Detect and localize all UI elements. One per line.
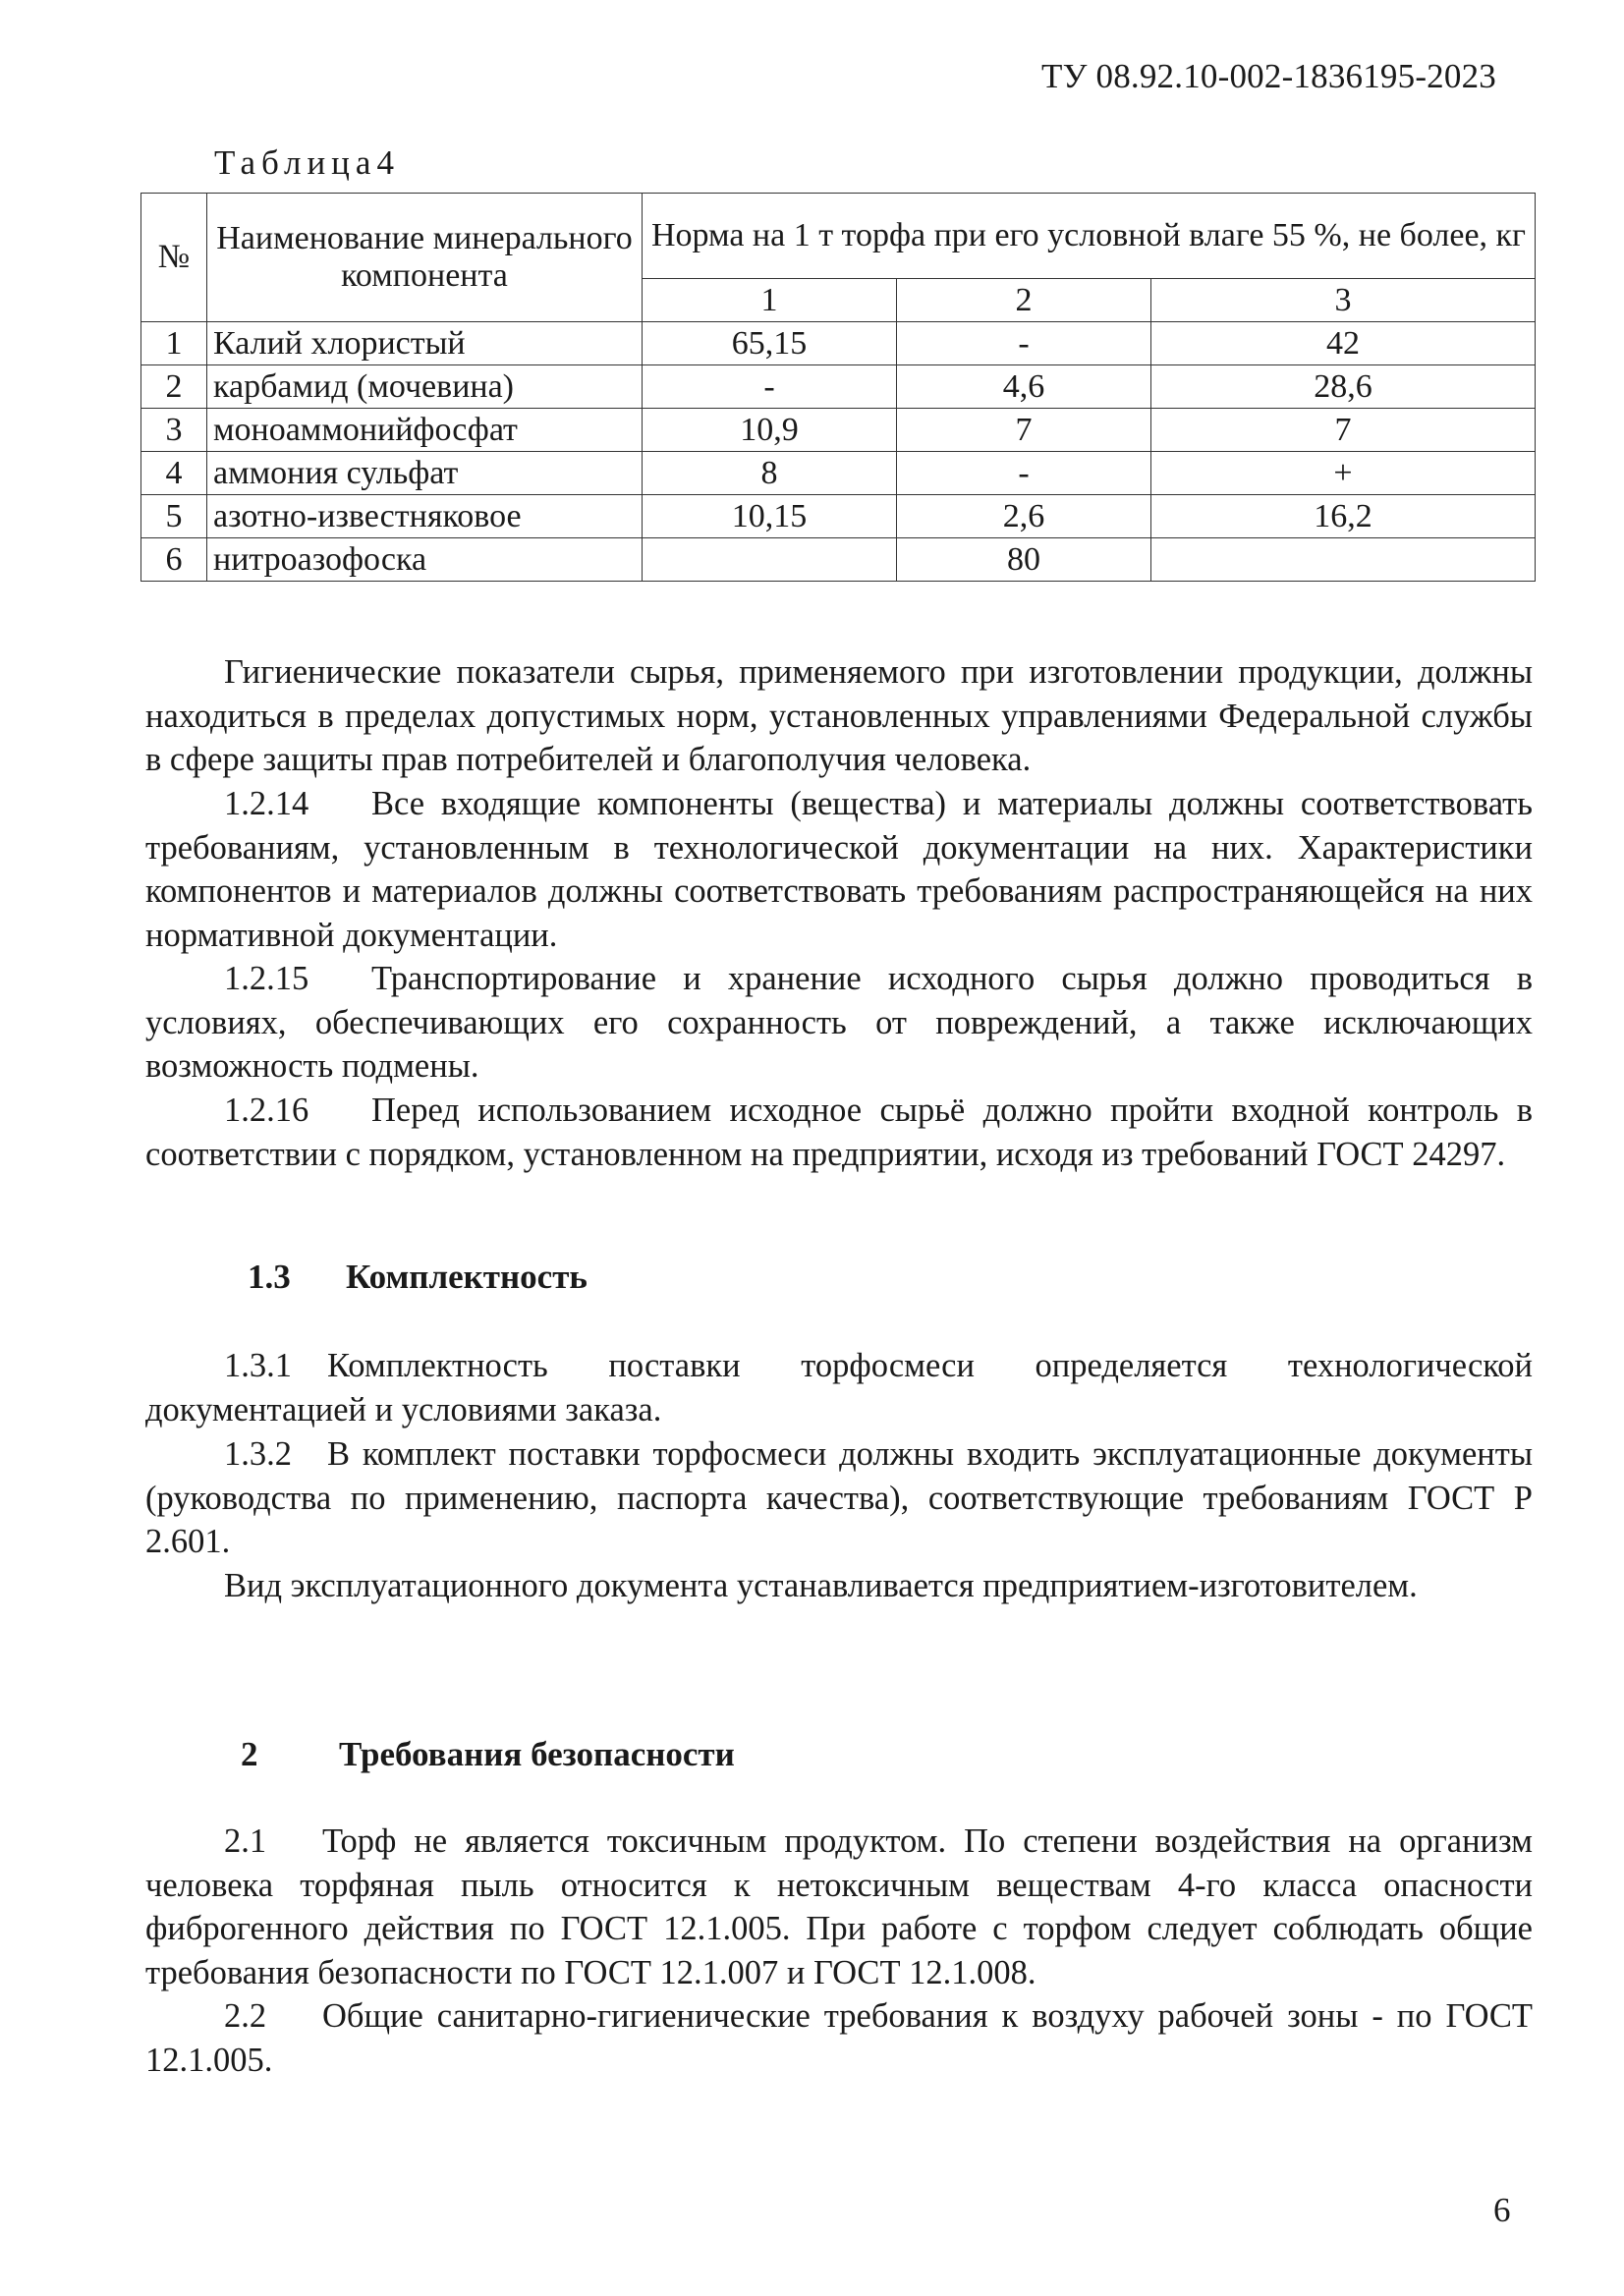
table-row	[141, 365, 1536, 409]
subheader-2: 2	[897, 279, 1151, 322]
row-name: азотно-известняковое	[207, 495, 643, 538]
paragraph-2-1	[145, 1820, 1533, 1994]
row-value-2: 2,6	[897, 495, 1151, 538]
heading-number: 2	[241, 1735, 258, 1773]
row-value-3: 28,6	[1151, 365, 1536, 409]
table-row	[141, 495, 1536, 538]
subheader-1: 1	[643, 279, 897, 322]
row-value-3	[1151, 538, 1536, 582]
table-row	[141, 452, 1536, 495]
header-num: №	[141, 194, 207, 322]
row-name: карбамид (мочевина)	[207, 365, 643, 409]
clause-number: 1.3.2	[224, 1435, 292, 1473]
section-heading-1-3	[248, 1258, 588, 1297]
heading-text: Требования безопасности	[339, 1735, 735, 1773]
section-heading-2	[241, 1735, 735, 1774]
row-value-2: -	[897, 322, 1151, 365]
row-value-2: 80	[897, 538, 1151, 582]
row-value-3: 42	[1151, 322, 1536, 365]
clause-number: 2.1	[224, 1822, 267, 1860]
table-row	[141, 322, 1536, 365]
row-name: моноаммонийфосфат	[207, 409, 643, 452]
paragraph-text: Перед использованием исходное сырьё должно пройти входной контроль в соответствии с порядком, установленном на предприятии, исходя из требований ГОСТ 24297.	[145, 1092, 1533, 1173]
clause-number: 1.2.15	[224, 960, 309, 997]
paragraph-1-2-14	[145, 782, 1533, 957]
row-value-1: 65,15	[643, 322, 897, 365]
row-num: 1	[141, 322, 207, 365]
row-name: нитроазофоска	[207, 538, 643, 582]
heading-number: 1.3	[248, 1258, 291, 1296]
row-value-2: 7	[897, 409, 1151, 452]
row-value-3: 16,2	[1151, 495, 1536, 538]
row-num: 2	[141, 365, 207, 409]
clause-number: 1.2.14	[224, 785, 309, 822]
heading-text: Комплектность	[346, 1258, 588, 1296]
header-component-name: Наименование минерального компонента	[207, 194, 643, 322]
document-code: ТУ 08.92.10-002-1836195-2023	[1041, 57, 1496, 95]
row-name: Калий хлористый	[207, 322, 643, 365]
paragraph-text: Гигиенические показатели сырья, применяемого при изготовлении продукции, должны находиться в пределах допустимых норм, установленных управлениями Федеральной службы в сфере защиты прав потребителей и благополучия человека.	[145, 653, 1533, 778]
table-row	[141, 538, 1536, 582]
row-name: аммония сульфат	[207, 452, 643, 495]
paragraph-1-2-15	[145, 957, 1533, 1089]
table-header-row	[141, 194, 1536, 279]
row-value-1: 10,9	[643, 409, 897, 452]
row-value-3: 7	[1151, 409, 1536, 452]
clause-number: 2.2	[224, 1997, 267, 2035]
paragraph-text: Комплектность поставки торфосмеси определяется технологической документацией и условиями заказа.	[145, 1347, 1533, 1428]
row-value-1: 8	[643, 452, 897, 495]
table-caption: Таблица4	[214, 143, 400, 182]
clause-number: 1.2.16	[224, 1092, 309, 1129]
row-value-2: -	[897, 452, 1151, 495]
page-number: 6	[1493, 2191, 1511, 2229]
row-value-1: 10,15	[643, 495, 897, 538]
paragraph-1-3-2	[145, 1432, 1533, 1564]
paragraph-1-3-1	[145, 1344, 1533, 1431]
row-value-1	[643, 538, 897, 582]
row-num: 3	[141, 409, 207, 452]
row-value-1: -	[643, 365, 897, 409]
paragraph-text: Вид эксплуатационного документа устанавливается предприятием-изготовителем.	[224, 1567, 1418, 1604]
subheader-3: 3	[1151, 279, 1536, 322]
paragraph-2-2	[145, 1994, 1533, 2082]
paragraph-text: В комплект поставки торфосмеси должны входить эксплуатационные документы (руководства по применению, паспорта качества), соответствующие требованиям ГОСТ Р 2.601.	[145, 1435, 1533, 1560]
paragraph-text: Все входящие компоненты (вещества) и материалы должны соответствовать требованиям, установленным в технологической документации на них. Характеристики компонентов и материалов должны соответствовать требованиям распространяющейся на них нормативной документации.	[145, 785, 1533, 954]
paragraph-text: Транспортирование и хранение исходного сырья должно проводиться в условиях, обеспечивающих его сохранность от повреждений, а также исключающих возможность подмены.	[145, 960, 1533, 1085]
table-row	[141, 409, 1536, 452]
paragraph-1-2-16	[145, 1089, 1533, 1176]
paragraph-text: Торф не является токсичным продуктом. По степени воздействия на организм человека торфяная пыль относится к нетоксичным веществам 4-го класса опасности фиброгенного действия по ГОСТ 12.1.005. При работе с торфом следует соблюдать общие требования безопасности по ГОСТ 12.1.007 и ГОСТ 12.1.008.	[145, 1822, 1533, 1991]
paragraph-text: Общие санитарно-гигиенические требования к воздуху рабочей зоны - по ГОСТ 12.1.005.	[145, 1997, 1533, 2079]
header-norm: Норма на 1 т торфа при его условной влаге 55 %, не более, кг	[643, 194, 1536, 279]
paragraph-vid	[145, 1564, 1533, 1608]
clause-number: 1.3.1	[224, 1347, 292, 1384]
paragraph-hygiene	[145, 650, 1533, 782]
row-value-3: +	[1151, 452, 1536, 495]
mineral-components-table	[140, 193, 1536, 582]
row-num: 6	[141, 538, 207, 582]
row-num: 4	[141, 452, 207, 495]
row-num: 5	[141, 495, 207, 538]
row-value-2: 4,6	[897, 365, 1151, 409]
